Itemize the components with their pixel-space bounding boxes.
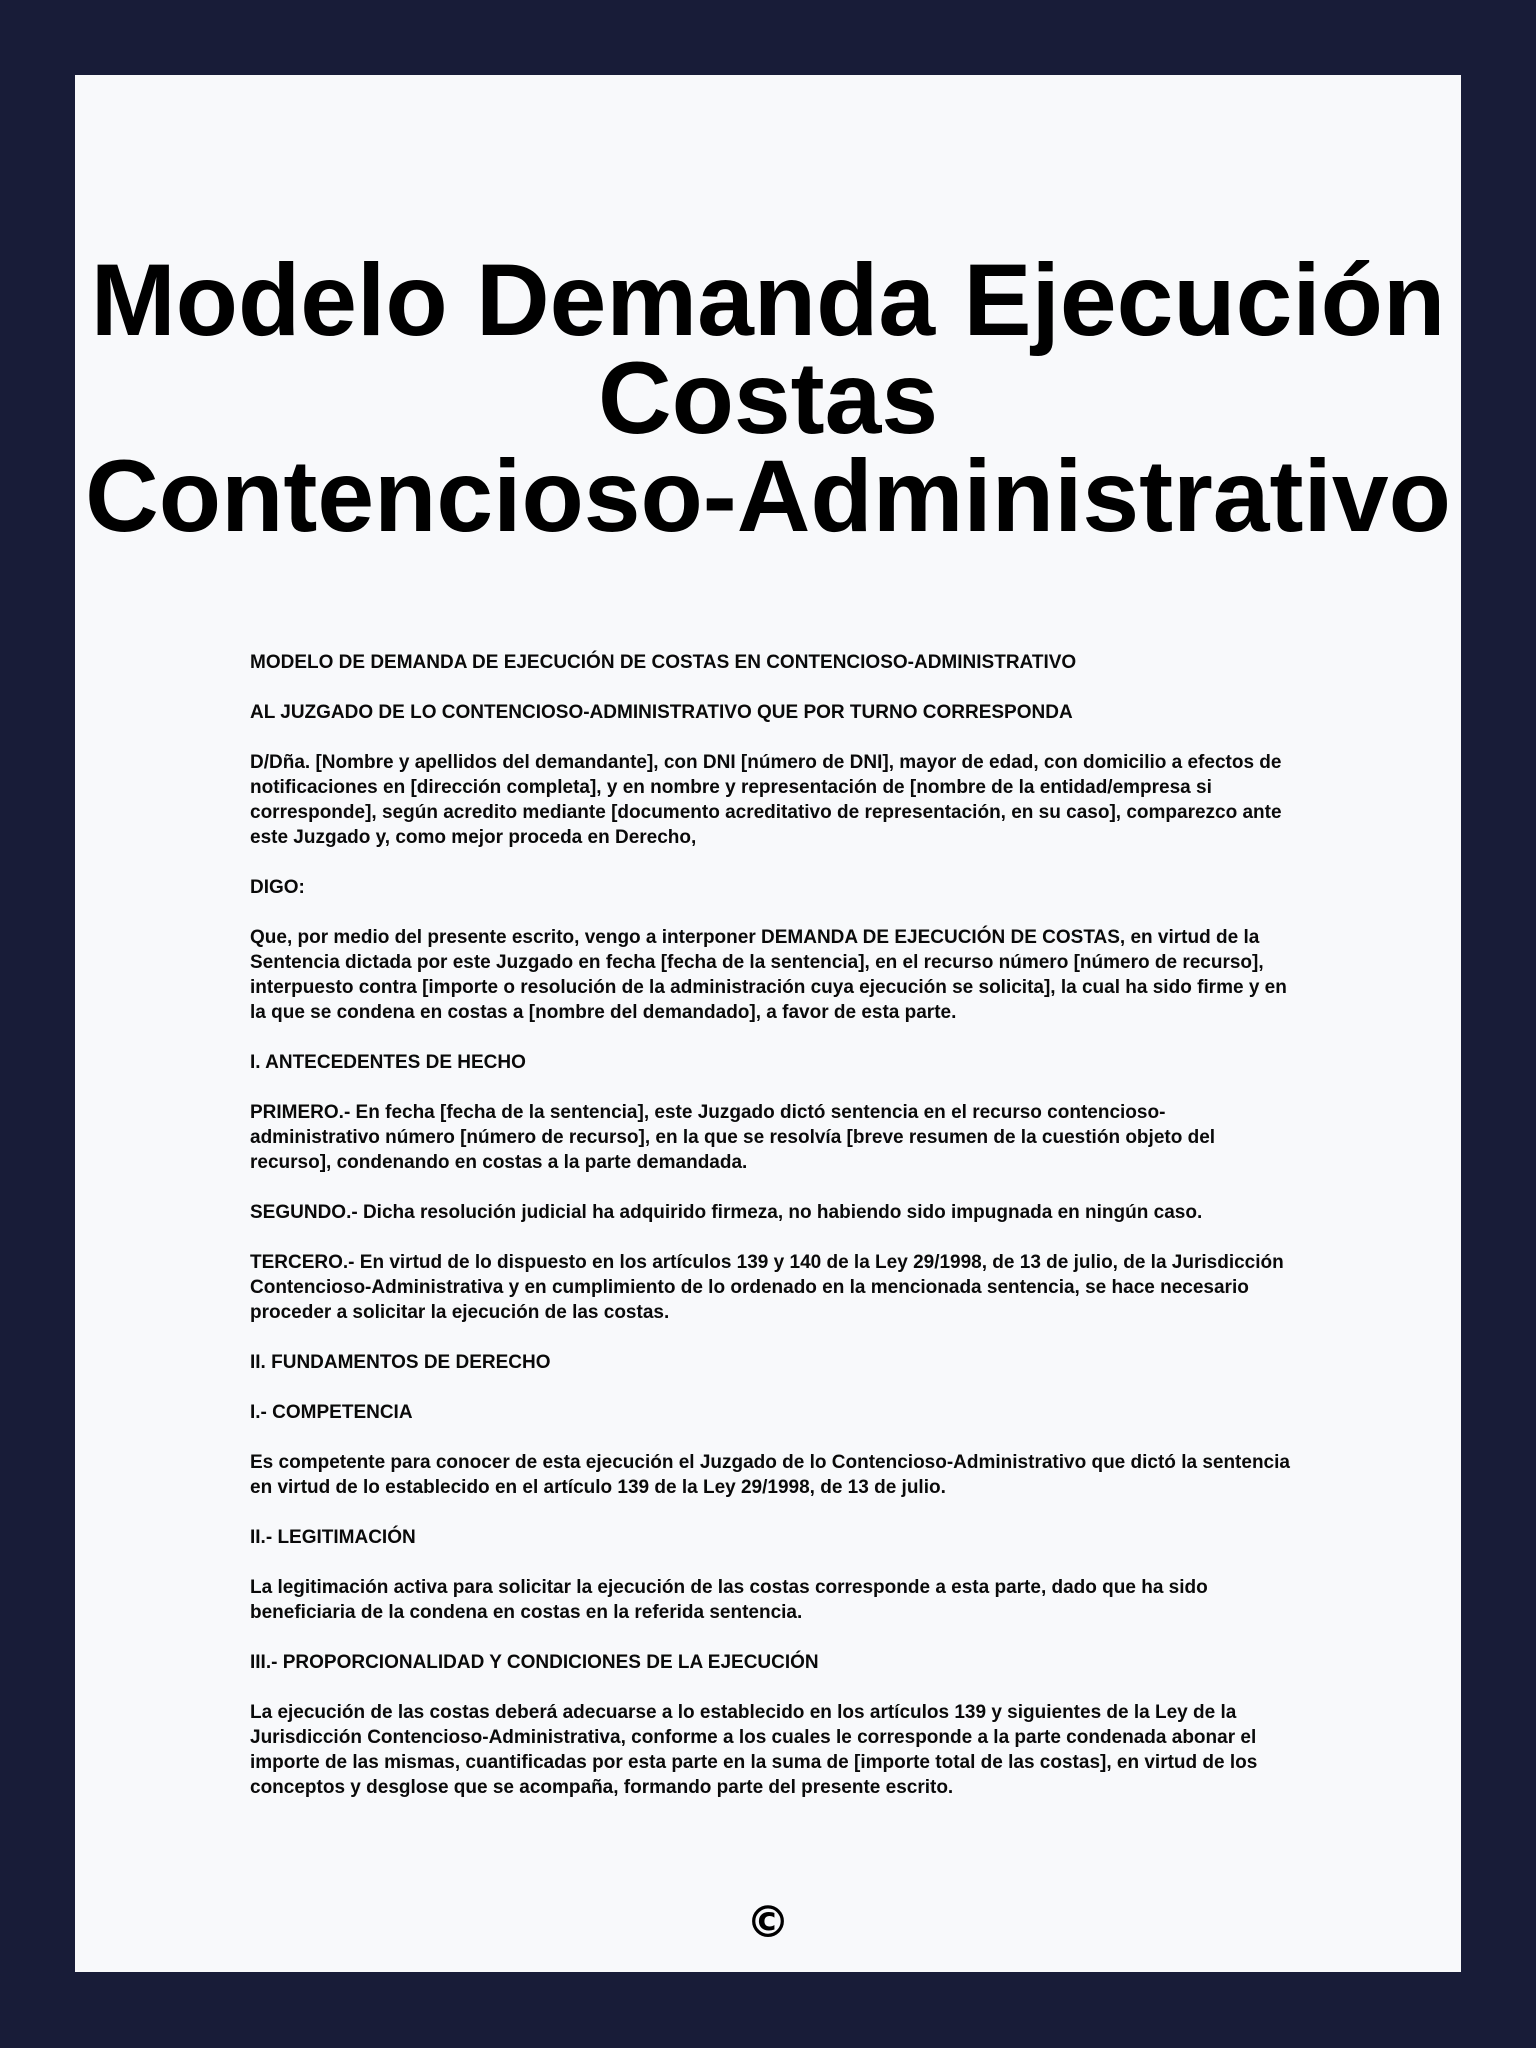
fact-segundo: SEGUNDO.- Dicha resolución judicial ha adquirido firmeza, no habiendo sido impugnada en ningún caso. [250, 1202, 1203, 1223]
proporcionalidad-paragraph: La ejecución de las costas deberá adecuarse a lo establecido en los artículos 139 y siguientes de la Ley de la Jurisdicción Contencioso-Administrativa, conforme a los cuales le corresponde a la parte condenada abonar el importe de las mismas, cuantificadas por esta parte en la suma de [importe total de las costas], en virtud de los conceptos y desglose que se acompaña, formando parte del presente escrito. [250, 1702, 1258, 1798]
fact-primero: PRIMERO.- En fecha [fecha de la sentencia], este Juzgado dictó sentencia en el recurso contencioso-administrativo número [número de recurso], en la que se resolvía [breve resumen de la cuestión objeto del recurso], condenando en costas a la parte demandada. [250, 1102, 1216, 1173]
section-heading-hechos: I. ANTECEDENTES DE HECHO [250, 1052, 526, 1073]
legitimacion-paragraph: La legitimación activa para solicitar la ejecución de las costas corresponde a esta parte, dado que ha sido beneficiaria de la condena en costas en la referida sentencia. [250, 1577, 1208, 1623]
subheading-proporcionalidad: III.- PROPORCIONALIDAD Y CONDICIONES DE LA EJECUCIÓN [250, 1652, 819, 1673]
document-body [250, 650, 1290, 1825]
competencia-paragraph: Es competente para conocer de esta ejecución el Juzgado de lo Contencioso-Administrativo que dictó la sentencia en virtud de lo establecido en el artículo 139 de la Ley 29/1998, de 13 de julio. [250, 1452, 1290, 1498]
subheading-competencia: I.- COMPETENCIA [250, 1402, 413, 1423]
copyright-icon: © [746, 1897, 790, 1948]
fact-tercero: TERCERO.- En virtud de lo dispuesto en los artículos 139 y 140 de la Ley 29/1998, de 13 de julio, de la Jurisdicción Contencioso-Administrativa y en cumplimiento de lo ordenado en la mencionada sentencia, se hace necesario proceder a solicitar la ejecución de las costas. [250, 1252, 1284, 1323]
section-heading-fundamentos: II. FUNDAMENTOS DE DERECHO [250, 1352, 551, 1373]
title-line: Modelo Demanda Ejecución [90, 243, 1446, 357]
document-page [75, 75, 1461, 1972]
document-title [75, 243, 1461, 553]
party-identification-paragraph: D/Dña. [Nombre y apellidos del demandante], con DNI [número de DNI], mayor de edad, con domicilio a efectos de notificaciones en [dirección completa], y en nombre y representación de [nombre de la entidad/empresa si corresponde], según acredito mediante [documento acreditativo de representación, en su caso], comparezco ante este Juzgado y, como mejor proceda en Derecho, [250, 752, 1282, 848]
court-addressee: AL JUZGADO DE LO CONTENCIOSO-ADMINISTRATIVO QUE POR TURNO CORRESPONDA [250, 702, 1073, 723]
document-heading: MODELO DE DEMANDA DE EJECUCIÓN DE COSTAS EN CONTENCIOSO-ADMINISTRATIVO [250, 652, 1077, 673]
claim-paragraph: Que, por medio del presente escrito, vengo a interponer DEMANDA DE EJECUCIÓN DE COSTAS, en virtud de la Sentencia dictada por este Juzgado en fecha [fecha de la sentencia], en el recurso número [número de recurso], interpuesto contra [importe o resolución de la administración cuya ejecución se solicita], la cual ha sido firme y en la que se condena en costas a [nombre del demandado], a favor de esta parte. [250, 927, 1287, 1023]
subheading-legitimacion: II.- LEGITIMACIÓN [250, 1527, 416, 1548]
digo-label: DIGO: [250, 877, 305, 898]
title-line: Costas [597, 341, 939, 455]
title-line: Contencioso-Administrativo [85, 439, 1451, 553]
